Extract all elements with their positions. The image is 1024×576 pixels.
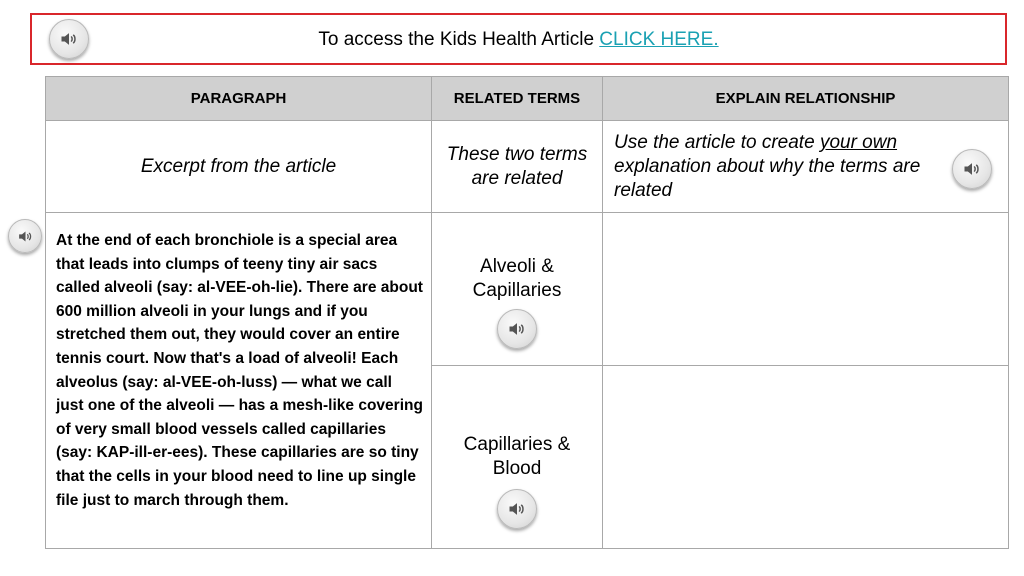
paragraph-audio-button[interactable] [8,219,42,253]
terms-label: Alveoli & Capillaries [472,256,562,301]
speaker-icon [507,319,527,339]
speaker-icon [962,159,982,179]
terms-audio-button[interactable] [497,489,537,529]
terms-audio-button[interactable] [497,309,537,349]
excerpt-text: At the end of each bronchiole is a special area that leads into clumps of teeny tiny air sacs called alveoli (say: al-VEE-oh-lie). There are about 600 million alveoli in your lungs and if you stretched them out, they would cover an entire tennis court. Now that's a load of alveoli! Each alveolus (say: al-VEE-oh-luss) — what we call just one of the alveoli — has a mesh-like covering of very small blood vessels called capillaries (say: KAP-ill-er-ees). These capillaries are so tiny that the cells in your blood need to line up single file just to march through them. [56,232,423,509]
related-terms-cell [432,213,603,366]
banner-label: To access the Kids Health Article [318,29,595,50]
header-related-terms: RELATED TERMS [432,77,603,121]
subheader-row [46,121,1009,213]
header-explain-relationship: EXPLAIN RELATIONSHIP [603,77,1009,121]
terms-label: Capillaries & Blood [463,434,571,479]
related-terms-cell [432,366,603,549]
article-banner [30,13,1007,65]
subheader-paragraph: Excerpt from the article [46,121,432,213]
explanation-cell[interactable] [603,213,1009,366]
explain-instructions: Use the article to create your own explanation about why the terms are related [614,132,921,201]
article-link[interactable]: CLICK HERE. [599,29,719,50]
speaker-icon [507,499,527,519]
header-paragraph: PARAGRAPH [46,77,432,121]
relationship-table [45,76,1009,549]
subheader-explain [603,121,1009,213]
speaker-icon [17,228,34,245]
banner-text [32,29,1005,51]
header-row [46,77,1009,121]
table-row [46,213,1009,366]
explanation-cell[interactable] [603,366,1009,549]
excerpt-cell [46,213,432,549]
subheader-related-terms: These two terms are related [432,121,603,213]
explain-audio-button[interactable] [952,149,992,189]
